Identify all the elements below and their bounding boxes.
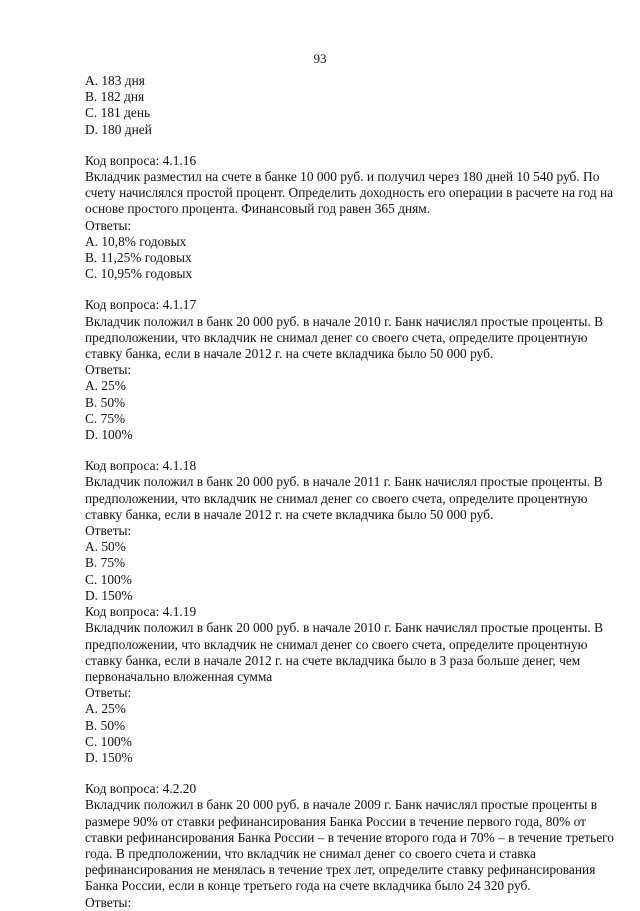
question-text-line: предположении, что вкладчик не снимал денег со своего счета, определите процентную: [85, 490, 588, 506]
question-text-line: года. В предположении, что вкладчик не снимал денег со своего счета и ставка: [85, 845, 536, 861]
question-text-line: Вкладчик положил в банк 20 000 руб. в начале 2011 г. Банк начислял простые проценты. В: [85, 474, 603, 490]
question-code: Код вопроса: 4.2.20: [85, 781, 197, 797]
question-text-line: рефинансирования не менялась в течение трех лет, определите ставку рефинансирования: [85, 862, 596, 878]
document-body: [85, 73, 614, 911]
answer-option: D. 150%: [85, 749, 133, 765]
question-code: Код вопроса: 4.1.18: [85, 458, 197, 474]
question-text-line: Вкладчик положил в банк 20 000 руб. в начале 2009 г. Банк начислял простые проценты в: [85, 797, 598, 813]
prelude-answers: [85, 73, 605, 138]
question-text-line: размере 90% от ставки рефинансирования Банка России в течение первого года, 80% от: [85, 813, 586, 829]
answers-label: Ответы:: [85, 217, 132, 233]
answers-label: Ответы:: [85, 685, 132, 701]
question-block: [85, 458, 605, 604]
question-text-line: предположении, что вкладчик не снимал денег со своего счета, определите процентную: [85, 329, 588, 345]
question-text-line: ставки рефинансирования Банка России – в течение второго года и 70% – в течение третьего: [85, 829, 614, 845]
answers-label: Ответы:: [85, 523, 132, 539]
question-block: [85, 781, 614, 911]
question-text-line: ставку банка, если в начале 2012 г. на счете вкладчика было в 3 раза больше денег, чем: [85, 652, 581, 668]
answer-option: C. 75%: [85, 410, 126, 426]
answer-option: D. 150%: [85, 587, 133, 603]
answer-option: D. 180 дней: [85, 121, 152, 137]
answer-option: A. 10,8% годовых: [85, 233, 187, 249]
question-code: Код вопроса: 4.1.19: [85, 604, 197, 620]
question-text-line: Вкладчик положил в банк 20 000 руб. в начале 2010 г. Банк начислял простые проценты. В: [85, 620, 604, 636]
question-code: Код вопроса: 4.1.17: [85, 297, 197, 313]
answer-option: B. 50%: [85, 394, 126, 410]
question-code: Код вопроса: 4.1.16: [85, 152, 197, 168]
answer-option: B. 182 дня: [85, 89, 145, 105]
question-block: [85, 297, 605, 443]
answer-option: B. 11,25% годовых: [85, 250, 192, 266]
answer-option: B. 50%: [85, 717, 126, 733]
answer-option: A. 25%: [85, 701, 126, 717]
question-text-line: ставку банка, если в начале 2012 г. на счете вкладчика было 50 000 руб.: [85, 506, 494, 522]
answer-option: C. 10,95% годовых: [85, 266, 193, 282]
question-text-line: основе простого процента. Финансовый год равен 365 дням.: [85, 201, 431, 217]
answer-option: A. 25%: [85, 378, 126, 394]
answer-option: A. 50%: [85, 539, 126, 555]
question-text-line: Банка России, если в конце третьего года на счете вкладчика было 24 320 руб.: [85, 878, 531, 894]
answer-option: D. 100%: [85, 427, 133, 443]
answer-option: A. 183 дня: [85, 73, 145, 88]
answers-label: Ответы:: [85, 894, 132, 910]
question-text-line: Вкладчик разместил на счете в банке 10 000 руб. и получил через 180 дней 10 540 руб. По: [85, 169, 600, 185]
question-text-line: ставку банка, если в начале 2012 г. на счете вкладчика было 50 000 руб.: [85, 346, 494, 362]
question-text-line: Вкладчик положил в банк 20 000 руб. в начале 2010 г. Банк начислял простые проценты. В: [85, 313, 604, 329]
page-number: 93: [313, 51, 327, 66]
answer-option: C. 181 день: [85, 105, 151, 121]
answer-option: C. 100%: [85, 571, 132, 587]
question-block: [85, 604, 605, 766]
answers-label: Ответы:: [85, 362, 132, 378]
question-block: [85, 152, 614, 283]
answer-option: C. 100%: [85, 733, 132, 749]
answer-option: B. 75%: [85, 555, 126, 571]
question-text-line: счету начислялся простой процент. Определить доходность его операции в расчете на год на: [85, 185, 614, 201]
question-text-line: первоначально вложенная сумма: [85, 668, 273, 684]
question-text-line: предположении, что вкладчик не снимал денег со своего счета, определите процентную: [85, 636, 588, 652]
